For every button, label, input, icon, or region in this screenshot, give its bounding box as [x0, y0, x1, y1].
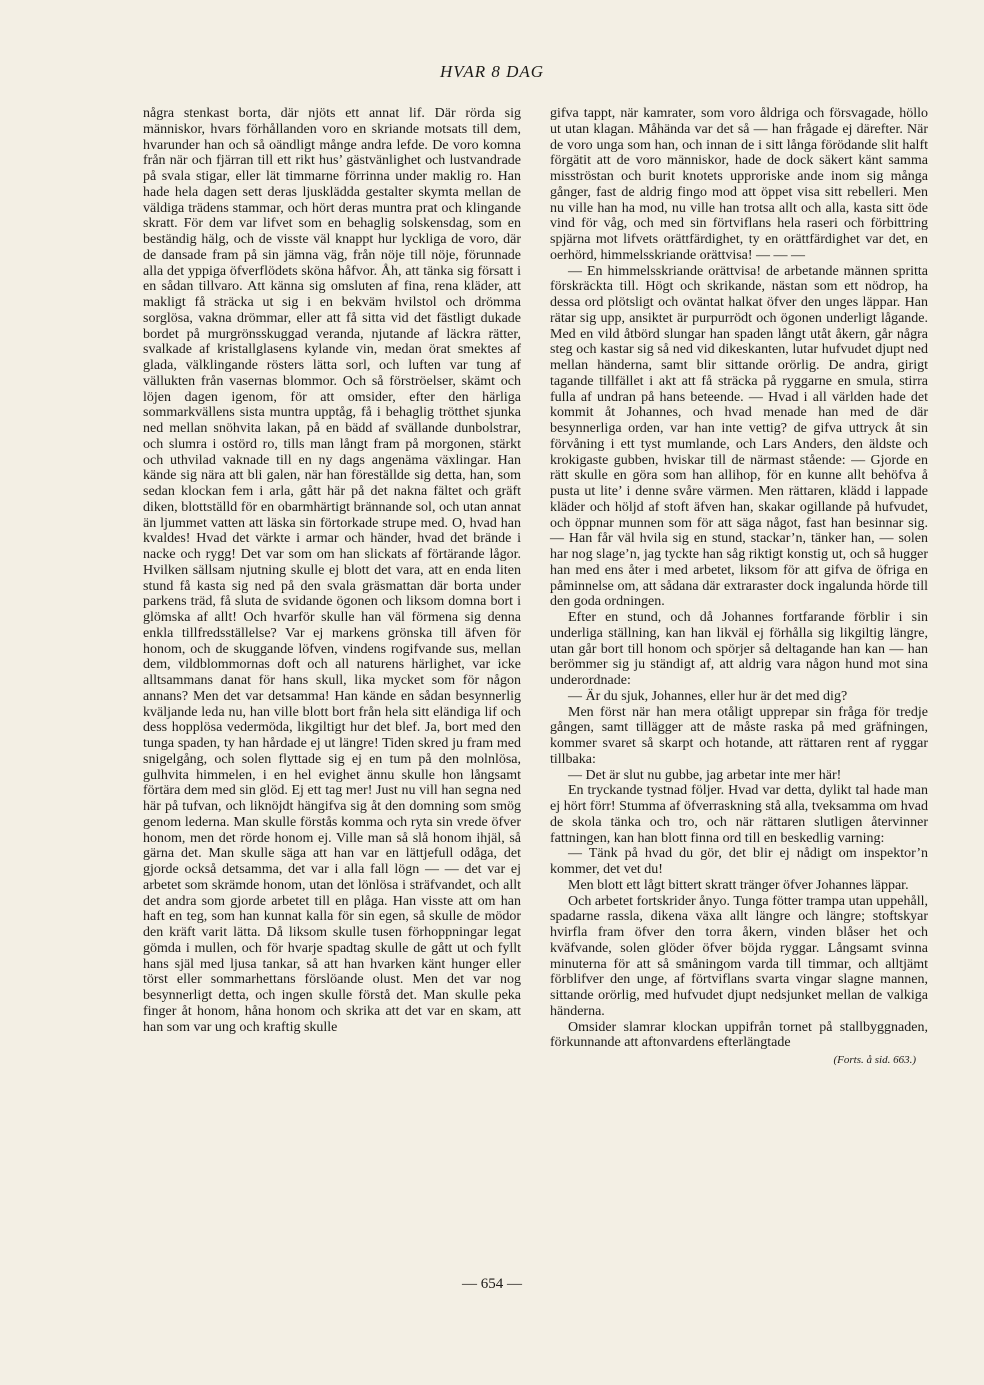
page-number: — 654 —: [462, 1276, 522, 1292]
right-paragraph: — En himmelsskriande orättvisa! de arbetande männen spritta förskräckta till. Högt och skrikande, nästan som ett nödrop, ha dessa ord plötsligt och oväntat halkat öfver den unges läppar. Han rätar sig upp, ansiktet är purpurrödt och ögonen underligt lågande. Med en vild åtbörd slungar han spaden långt utåt åkern, går några steg och kastar sig så ned vid dikeskanten, lutar hufvudet djupt ned mellan händerna, samt blir sittande orörlig. De andra, girigt tagande tillfället i akt att få sträcka på ryggarne en smula, stirra fulla af undran på hans beteende. — Hvad i all världen hade det kommit åt Johannes, och hvad menade han med de där besynnerliga orden, var han inte vettig? de gifva uttryck åt sin förvåning i ett tyst mumlande, och Lars Anders, den äldste och krokigaste gubben, hviskar till de närmast stående: — Gjorde en rätt skulle en göra som han allihop, för en kunne allt behöfva å pusta ut lite’ i denne svåre värmen. Men rättaren, klädd i lappade kläder och höljd af stoft äfven han, skakar ogillande på hufvudet, och öppnar munnen som för att säga något, fast han besinnar sig. — Han får väl hvila sig en stund, stackar’n, tänker han, — solen har nog slage’n, jag tyckte han såg riktigt konstig ut, och så hugger han med ens åter i med arbetet, liksom för att gifva de öfriga en påminnelse om, att sådana där extraraster dock ingalunda hörde till den goda ordningen.: [550, 263, 928, 610]
running-title: HVAR 8 DAG: [439, 62, 545, 81]
right-paragraph: — Tänk på hvad du gör, det blir ej nådigt om inspektor’n kommer, det vet du!: [550, 846, 928, 877]
right-paragraph: Omsider slamrar klockan uppifrån tornet på stallbyggnaden, förkunnande att aftonvardens efterlängtade: [550, 1019, 928, 1051]
right-paragraph: — Är du sjuk, Johannes, eller hur är det med dig?: [568, 688, 848, 704]
right-paragraph: Efter en stund, och då Johannes fortfarande förblir i sin underliga ställning, kan han likväl ej förhålla sig likgiltig längre, utan går bort till honom och spörjer så deltagande han kan — han berömmer sig ju ständigt af, att aldrig vara någon hund mot sina underordnade:: [550, 610, 928, 688]
left-column: [143, 106, 521, 1035]
continuation-note: (Forts. å sid. 663.): [833, 1054, 916, 1066]
right-paragraph: Och arbetet fortskrider ånyo. Tunga fötter trampa utan uppehåll, spadarne rassla, dikena växa allt längre och längre; stoftskyar hvirfla fram öfver den torra åkern, vinden blåser het och kväfvande, solen glöder öfver böjda ryggar. Långsamt svinna minuterna för att så småningom varda till timmar, och alltjämt förblifver den unge, af förtviflans svarta vingar slagne mannen, sittande orörlig, med hufvudet djupt nedsjunket mellan de valkiga händerna.: [550, 893, 928, 1019]
left-paragraph: några stenkast borta, där njöts ett annat lif. Där rörda sig människor, hvars förhållanden voro en skriande motsats till dem, hvarunder han och så oändligt månge andra lefde. De voro komna från när och fjärran till ett rikt hus’ gästvänlighet och lustvandrade på svala stigar, eller lät timmarne förrinna under maklig ro. Han hade hela dagen sett deras ljusklädda gestalter skymta mellan de väldiga trädens stammar, och hört deras muntra prat och klingande skratt. För dem var lifvet som en behaglig solskensdag, som en beständig hälg, och de visste väl knappt hur lyckliga de voro, där de dansade fram på sin jämna väg, från nöje till nöje, förunnade alla det yppiga öfverflödets sköna håfvor. Åh, att tänka sig försatt i en sådan tillvaro. Att känna sig omsluten af fina, rena kläder, att makligt få sträcka ut sig i en bekväm hvilstol och drömma sorglösa, vakna drömmar, eller att få sitta vid det fästligt dukade bordet på murgrönsskuggad veranda, njutande af läckra rätter, svalkade af kristallglasens kylande vin, medan örat smektes af glada, välklingande rösters lätta sorl, och luften var tung af välluktеn från vasernas blommor. Och så förströelser, skämt och löjen dagen igenom, för att omsider, efter den härliga sommarkvällens sista muntra upptåg, få i behaglig trötthet sjunka ned mellan snöhvita lakan, på en bädd af svällande dunbolstrar, och slumra i ostörd ro, tills man långt fram på morgonen, stärkt och uthvilad vaknade till en ny dags angenäma växlingar. Han kände sig nära att bli galen, när han föreställde sig detta, han, som sedan klockan fem i arla, gått här på det nakna fältet och gräft diken, blottställd för en obarmhärtigt brännande sol, och utan annat än ljummet vatten att läska sin förtorkade strupe med. O, hvad han kvaldes! Hvad det värkte i armar och händer, hvad det brände i nacke och rygg! Det var som om han slickats af förtärande lågor. Hvilken sällsam njutning skulle ej blott det vara, att en enda liten stund få kasta sig ned på den svala gräsmattan där borta under parkens träd, få sluta de svidande ögonen och liksom domna bort i glömska af allt! Och hvarför skulle han väl förmena sig denna enkla tillfredsställelse? Var ej markens grönska till äfven för honom, och de skuggande löfven, vindens rogifvande sus, mellan dem, vildblommornas doft och all naturens härlighet, var icke alltsammans danat för hans skull, lika mycket som för någon annans? Men det var detsamma! Han kände en sådan besynnerlig kväljande leda nu, han ville blott bort från hela sitt eländiga lif och dess hopplösa vedermöda, likgiltigt hur det blef. Ja, bort med den tunga spaden, ty han hårdade ej ut längre! Tiden skred ju fram med snigelgång, och solen flyttade sig ej en tum på den molnlösa, gulhvita himmelen, i en hel evighet ännu skulle hon långsamt förtära dem med sin glöd. Ej ett tag mer! Just nu vill han segna ned här på tufvan, och liknöjdt hängifva sig åt den domning som smög genom lederna. Man skulle förstås komma och ryta sin vrede öfver honom, men det rörde honom ej. Ville man så slå honom ihjäl, så gärna det. Man skulle säga att han var en lättjefull odåga, det gjorde också detsamma, det var i alla fall lögn — — det var ej arbetet som skrämde honom, utan det lönlösa i sträfvandet, och allt det andra som gjorde arbetet till en plåga. Han visste att om han haft en teg, som han kunnat kalla för sin egen, så skulle de mödor den kräft varit lätta. Då liksom skulle tusen förhoppningar legat gömda i mullen, och för hvarje spadtag skulle de gått ut och fyllt hans själ med ljusa tankar, så att han hvarken känt hunger eller törst eller sommarhettans förslöande olust. Men det var nog besynnerligt detta, och ingen skulle förstå det. Man skulle peka finger åt honom, håna honom och skrika att det var en skam, att han som var ung och kraftig skulle: [143, 106, 521, 1035]
right-paragraph: Men först när han mera otåligt upprepar sin fråga för tredje gången, samt tillägger att de måste raska på med gräfningen, kommer svaret så skarpt och hotande, att rättaren rent af ryggar tillbaka:: [550, 704, 928, 767]
right-paragraph: — Det är slut nu gubbe, jag arbetar inte mer här!: [568, 767, 842, 783]
right-paragraph: En tryckande tystnad följer. Hvad var detta, dylikt tal hade man ej hört förr! Stumma af öfverraskning stå alla, tveksamma om hvad de skola tänka och tro, och när rättaren slutligen återvinner fattningen, kan han blott finna ord till en beskedlig varning:: [550, 783, 928, 846]
right-paragraph: gifva tappt, när kamrater, som voro åldriga och försvagade, höllo ut utan klagan. Måhända var det så — han frågade ej därefter. När de voro unga som han, och innan de i sitt långa förödande slit halft förgätit att de voro människor, hade de dock säkert känt samma misströstan och burit knotets upproriske ande inom sig många gånger, fast de aldrig fingo mod att öppet visa sitt rebelleri. Men nu ville han ha mod, nu ville han trotsa allt och alla, kasta sitt öde vind för våg, och med sin förtviflans hela raseri och förbittring spjärna mot lifvets orättfärdighet, ty en orättfärdighet var det, en oerhörd, himmelsskriande orättvisa! — — —: [550, 106, 928, 263]
right-paragraph: Men blott ett lågt bittert skratt tränger öfver Johannes läppar.: [568, 877, 909, 893]
right-column: [550, 106, 928, 1069]
